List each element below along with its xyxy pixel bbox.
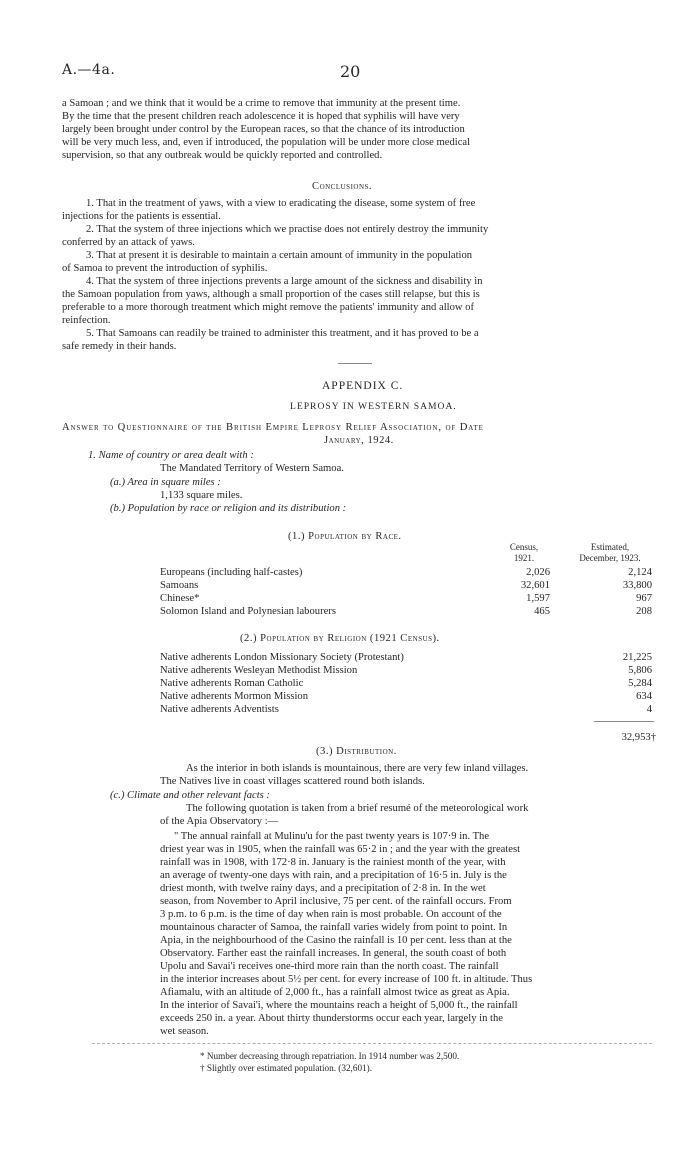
- quote-line: In the interior of Savai'i, where the mountains reach a height of 5,000 ft., the rainfall: [160, 1000, 518, 1011]
- page-number: 20: [340, 62, 361, 81]
- distribution-heading: (3.) Distribution.: [316, 746, 397, 757]
- document-reference: A.—4a.: [62, 62, 116, 78]
- table-row-label: Native adherents Adventists: [160, 704, 279, 715]
- quote-line: exceeds 250 in. a year. About thirty thunderstorms occur each year, largely in the: [160, 1013, 503, 1024]
- text-line: of the Apia Observatory :—: [160, 816, 279, 827]
- table-row-label: Solomon Island and Polynesian labourers: [160, 606, 336, 617]
- census-column-head: Census,: [509, 542, 539, 552]
- quote-line: driest month, with twelve rainy days, and a precipitation of 2·8 in. In the wet: [160, 883, 486, 894]
- conclusion-3-line: of Samoa to prevent the introduction of syphilis.: [62, 263, 268, 274]
- question-c-label: (c.) Climate and other relevant facts :: [110, 790, 270, 801]
- table-cell-value: 634: [636, 691, 652, 702]
- quote-line: Apia, in the neighbourhood of the Casino the rainfall is 10 per cent. less than at the: [160, 935, 512, 946]
- quote-line: " The annual rainfall at Mulinu'u for the past twenty years is 107·9 in. The: [174, 831, 490, 842]
- quote-line: rainfall was in 1908, with 172·8 in. January is the rainiest month of the year, with: [160, 857, 506, 868]
- table-cell-estimated: 33,800: [622, 580, 652, 591]
- religion-table-heading: (2.) Population by Religion (1921 Census).: [240, 633, 440, 644]
- text-line: As the interior in both islands is mountainous, there are very few inland villages.: [186, 763, 529, 774]
- table-cell-value: 21,225: [622, 652, 652, 663]
- quote-line: an average of twenty-one days with rain, and a precipitation of 16·5 in. July is the: [160, 870, 507, 881]
- conclusion-4-line: 4. That the system of three injections prevents a large amount of the sickness and disability in: [86, 276, 483, 287]
- quote-line: driest year was in 1905, when the rainfall was 65·2 in ; and the year with the greatest: [160, 844, 521, 855]
- quote-line: wet season.: [160, 1026, 209, 1037]
- question-1-label: 1. Name of country or area dealt with :: [88, 450, 254, 461]
- table-cell-estimated: 208: [636, 606, 652, 617]
- question-b-label: (b.) Population by race or religion and its distribution :: [110, 503, 347, 514]
- footnote-divider: [92, 1043, 652, 1044]
- quote-line: season, from November to April inclusive, 75 per cent. of the rainfall occurs. From: [160, 896, 512, 907]
- table-cell-estimated: 2,124: [628, 567, 652, 578]
- conclusion-1-line: 1. That in the treatment of yaws, with a view to eradicating the disease, some system of free: [86, 198, 476, 209]
- table-row-label: Chinese*: [160, 593, 200, 604]
- conclusion-4-line: reinfection.: [62, 315, 111, 326]
- table-row-label: Native adherents Roman Catholic: [160, 678, 304, 689]
- conclusions-heading: Conclusions.: [312, 181, 373, 192]
- census-column-year: 1921.: [513, 553, 535, 563]
- question-1-answer: The Mandated Territory of Western Samoa.: [160, 463, 344, 474]
- conclusion-4-line: the Samoan population from yaws, although a small proportion of the cases still relapse, but this is: [62, 289, 480, 300]
- text-line: largely been brought under control by the European races, so that the chance of its introduction: [62, 124, 465, 135]
- conclusion-4-line: preferable to a more thorough treatment which might remove the patients' immunity and allow of: [62, 302, 475, 313]
- question-a-label: (a.) Area in square miles :: [110, 477, 221, 488]
- quote-line: Observatory. Farther east the rainfall increases. In general, the south coast of both: [160, 948, 507, 959]
- table-row-label: Native adherents Wesleyan Methodist Mission: [160, 665, 358, 676]
- conclusion-2-line: conferred by an attack of yaws.: [62, 237, 195, 248]
- table-cell-estimated: 967: [636, 593, 652, 604]
- text-line: supervision, so that any outbreak would be quickly reported and controlled.: [62, 150, 383, 161]
- answer-heading: Answer to Questionnaire of the British Empire Leprosy Relief Association, of Date: [62, 422, 484, 433]
- table-row-label: Native adherents Mormon Mission: [160, 691, 308, 702]
- table-row-label: Samoans: [160, 580, 199, 591]
- footnote-1: * Number decreasing through repatriation. In 1914 number was 2,500.: [200, 1051, 460, 1061]
- conclusion-5-line: safe remedy in their hands.: [62, 341, 177, 352]
- question-a-answer: 1,133 square miles.: [160, 490, 243, 501]
- table-cell-census: 32,601: [520, 580, 550, 591]
- appendix-title: APPENDIX C.: [322, 380, 404, 392]
- table-cell-census: 1,597: [526, 593, 550, 604]
- conclusion-3-line: 3. That at present it is desirable to maintain a certain amount of immunity in the population: [86, 250, 473, 261]
- table-row-label: Native adherents London Missionary Society (Protestant): [160, 652, 404, 663]
- table-cell-value: 5,284: [628, 678, 652, 689]
- section-divider: [338, 363, 372, 364]
- table-cell-value: 5,806: [628, 665, 652, 676]
- quote-line: mountainous character of Samoa, the rainfall varies widely from point to point. In: [160, 922, 508, 933]
- appendix-subtitle: LEPROSY IN WESTERN SAMOA.: [290, 401, 457, 412]
- total-rule: [594, 721, 654, 722]
- estimated-column-head: Estimated,: [590, 542, 630, 552]
- conclusion-2-line: 2. That the system of three injections which we practise does not entirely destroy the immunity: [86, 224, 489, 235]
- quote-line: Upolu and Savai'i receives one-third more rain than the north coast. The rainfall: [160, 961, 499, 972]
- conclusion-5-line: 5. That Samoans can readily be trained to administer this treatment, and it has proved to be a: [86, 328, 479, 339]
- religion-total: 32,953†: [621, 732, 656, 743]
- table-cell-census: 2,026: [526, 567, 550, 578]
- table-row-label: Europeans (including half-castes): [160, 567, 303, 578]
- text-line: will be very much less, and, even if introduced, the population will be under more close medical: [62, 137, 471, 148]
- text-line: By the time that the present children reach adolescence it is hoped that syphilis will have very: [62, 111, 460, 122]
- table-cell-census: 465: [534, 606, 550, 617]
- quote-line: in the interior increases about 5½ per cent. for every increase of 100 ft. in altitude. Thus: [160, 974, 533, 985]
- race-table-heading: (1.) Population by Race.: [288, 531, 402, 542]
- conclusion-1-line: injections for the patients is essential.: [62, 211, 221, 222]
- estimated-column-date: December, 1923.: [579, 553, 641, 563]
- text-line: a Samoan ; and we think that it would be a crime to remove that immunity at the present time.: [62, 98, 461, 109]
- quote-line: 3 p.m. to 6 p.m. is the time of day when rain is most probable. On account of the: [160, 909, 502, 920]
- text-line: The following quotation is taken from a brief resumé of the meteorological work: [186, 803, 529, 814]
- quote-line: Afiamalu, with an altitude of 2,000 ft., has a rainfall almost twice as great as Apia.: [160, 987, 510, 998]
- footnote-2: † Slightly over estimated population. (32,601).: [200, 1063, 372, 1073]
- table-cell-value: 4: [646, 704, 652, 715]
- text-line: The Natives live in coast villages scattered round both islands.: [160, 776, 425, 787]
- answer-heading-date: January, 1924.: [324, 435, 394, 446]
